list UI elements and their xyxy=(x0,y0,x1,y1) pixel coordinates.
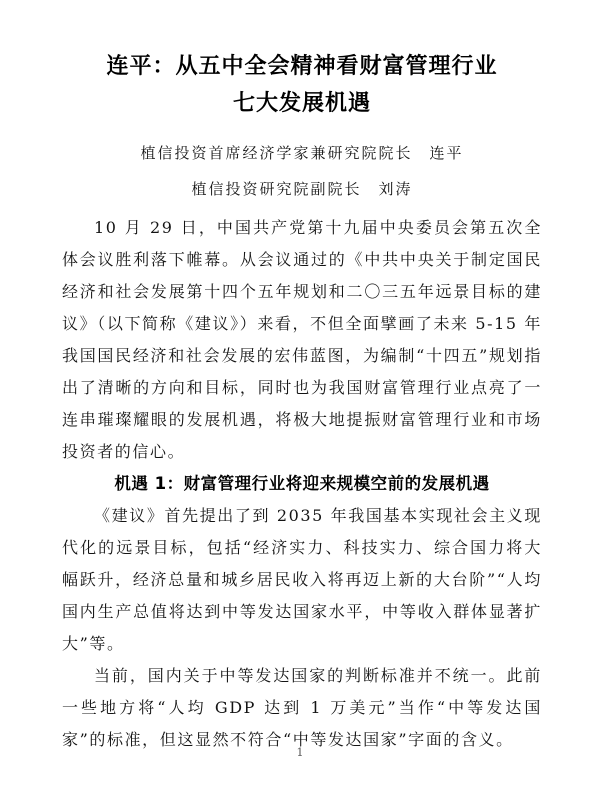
section-heading-opportunity-1: 机遇 1：财富管理行业将迎来规模空前的发展机遇 xyxy=(114,474,490,493)
document-body xyxy=(62,212,542,756)
title-line-2: 七大发展机遇 xyxy=(232,91,371,116)
document-title xyxy=(62,48,542,122)
paragraph-2: 《建议》首先提出了到 2035 年我国基本实现社会主义现代化的远景目标，包括“经济实力、科技实力、综合国力将大幅跃升，经济总量和城乡居民收入将再迈上新的大台阶”“人均国内生产总值将达到中等发达国家水平，中等收入群体显著扩大”等。 xyxy=(62,506,542,653)
paragraph-1: 10 月 29 日，中国共产党第十九届中央委员会第五次全体会议胜利落下帷幕。从会议通过的《中共中央关于制定国民经济和社会发展第十四个五年规划和二〇三五年远景目标的建议》（以下简称《建议》）来看，不但全面擘画了未来 5-15 年我国国民经济和社会发展的宏伟蓝图，为编制“十四五”规划指出了清晰的方向和目标，同时也为我国财富管理行业点亮了一连串璀璨耀眼的发展机遇，将极大地提振财富管理行业和市场投资者的信心。 xyxy=(62,218,542,461)
author-byline-2: 植信投资研究院副院长 刘涛 xyxy=(191,180,413,198)
title-line-1: 连平：从五中全会精神看财富管理行业 xyxy=(106,54,498,79)
author-byline-1: 植信投资首席经济学家兼研究院院长 连平 xyxy=(140,144,464,162)
page-number: 1 xyxy=(296,746,304,759)
paragraph-3: 当前，国内关于中等发达国家的判断标准并不统一。此前一些地方将“人均 GDP 达到 1 万美元”当作“中等发达国家”的标准，但这显然不符合“中等发达国家”字面的含义。 xyxy=(62,666,542,749)
